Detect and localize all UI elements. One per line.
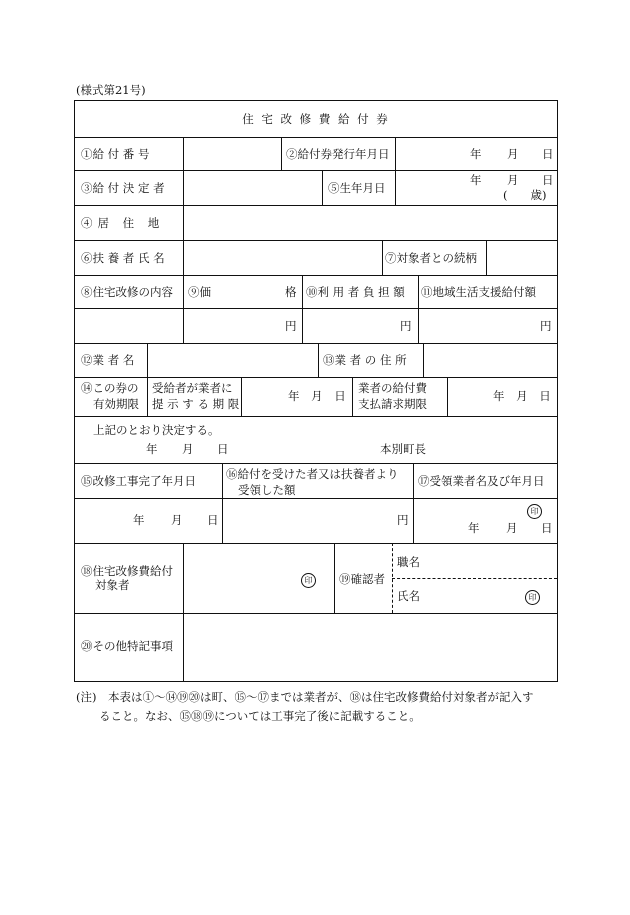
dashed-divider — [392, 578, 557, 579]
cell-divider — [318, 343, 319, 377]
yen-label: 円 — [285, 319, 297, 333]
label-price-start: ⑨価 — [188, 285, 211, 299]
row-divider — [75, 543, 557, 544]
day-label: 日 — [217, 442, 229, 456]
footnote-line: (注) 本表は①〜⑭⑲⑳は町、⑮〜⑰までは業者が、⑱は住宅改修費給付対象者が記入す — [76, 690, 534, 704]
label-residence: ④居 住 地 — [81, 216, 165, 230]
mayor-signature: 本別町長 — [380, 442, 426, 456]
month-label: 月 — [182, 442, 194, 456]
label-expiry: 有効期限 — [93, 397, 139, 411]
row-divider — [75, 308, 557, 309]
label-position: 職名 — [397, 555, 420, 569]
cell-divider — [486, 240, 487, 275]
seal-icon: 印 — [525, 590, 540, 605]
label-decided-person: ③給 付 決 定 者 — [81, 181, 165, 195]
label-issue-date: ②給付券発行年月日 — [286, 147, 390, 161]
label-receipt: ⑰受領業者名及び年月日 — [418, 474, 545, 488]
voucher-form — [74, 100, 558, 682]
row-divider — [75, 170, 557, 171]
seal-stamp — [525, 589, 540, 605]
cell-divider — [183, 137, 184, 170]
footnote-line: ること。なお、⑮⑱⑲については工事完了後に記載すること。 — [99, 709, 421, 723]
label-present-deadline: 提 示 す る 期 限 — [152, 397, 240, 411]
row-divider — [75, 275, 557, 276]
cell-divider — [302, 275, 303, 343]
label-dependent-name: ⑥扶 養 者 氏 名 — [81, 251, 165, 265]
row-divider — [75, 498, 557, 499]
day-label: 日 — [541, 521, 553, 535]
cell-divider — [322, 170, 323, 205]
cell-divider — [352, 377, 353, 416]
month-label: 月 — [507, 147, 519, 161]
yen-label: 円 — [400, 319, 412, 333]
form-number: (様式第21号) — [76, 83, 146, 97]
yen-label: 円 — [540, 319, 552, 333]
day-label: 日 — [207, 513, 219, 527]
seal-icon: 印 — [527, 504, 542, 519]
label-target-person: ⑱住宅改修費給付 — [81, 564, 173, 578]
month-label: 月 — [507, 173, 519, 187]
seal-stamp — [527, 503, 542, 519]
label-contractor-name: ⑫業 者 名 — [81, 353, 135, 367]
cell-divider — [183, 543, 184, 613]
cell-divider — [147, 343, 148, 377]
day-label: 日 — [542, 173, 554, 187]
label-billing-deadline: 業者の給付費 — [358, 381, 427, 395]
label-relationship: ⑦対象者との続柄 — [385, 251, 477, 265]
label-renovation-content: ⑧住宅改修の内容 — [81, 285, 173, 299]
label-other-notes: ⑳その他特記事項 — [81, 639, 173, 653]
row-divider — [75, 463, 557, 464]
cell-divider — [222, 463, 223, 543]
cell-divider — [334, 543, 335, 613]
label-present-deadline: 受給者が業者に — [152, 381, 233, 395]
year-label: 年 — [470, 173, 482, 187]
row-divider — [75, 416, 557, 417]
decision-statement: 上記のとおり決定する。 — [93, 423, 220, 437]
date-field: 年 月 日 — [493, 389, 551, 403]
label-birth-date: ⑤生年月日 — [328, 181, 386, 195]
day-label: 日 — [542, 147, 554, 161]
label-user-cost: ⑩利 用 者 負 担 額 — [306, 285, 405, 299]
cell-divider — [183, 170, 184, 205]
label-name: 氏名 — [397, 589, 420, 603]
row-divider — [75, 137, 557, 138]
date-field: 年 月 日 — [288, 389, 346, 403]
form-title: 住 宅 改 修 費 給 付 券 — [242, 112, 390, 126]
age-field: ( 歳) — [503, 188, 547, 202]
cell-divider — [418, 275, 419, 343]
label-confirmer: ⑲確認者 — [339, 572, 385, 586]
yen-label: 円 — [397, 513, 409, 527]
row-divider — [75, 240, 557, 241]
cell-divider — [183, 613, 184, 681]
label-price-end: 格 — [285, 285, 297, 299]
label-received-amount: ⑯給付を受けた者又は扶養者より — [226, 467, 399, 481]
cell-divider — [395, 170, 396, 205]
row-divider — [75, 613, 557, 614]
cell-divider — [183, 275, 184, 343]
year-label: 年 — [133, 513, 145, 527]
year-label: 年 — [470, 147, 482, 161]
cell-divider — [382, 240, 383, 275]
cell-divider — [423, 343, 424, 377]
label-received-amount: 受領した額 — [238, 483, 296, 497]
cell-divider — [395, 137, 396, 170]
label-target-person: 対象者 — [95, 578, 130, 592]
cell-divider — [447, 377, 448, 416]
footnote — [76, 688, 562, 726]
seal-icon: 印 — [301, 573, 316, 588]
year-label: 年 — [146, 442, 158, 456]
label-contractor-address: ⑬業 者 の 住 所 — [323, 353, 407, 367]
year-label: 年 — [468, 521, 480, 535]
row-divider — [75, 205, 557, 206]
cell-divider — [241, 377, 242, 416]
cell-divider — [183, 205, 184, 240]
label-expiry: ⑭この券の — [81, 381, 139, 395]
cell-divider — [413, 463, 414, 543]
month-label: 月 — [506, 521, 518, 535]
month-label: 月 — [171, 513, 183, 527]
cell-divider — [147, 377, 148, 416]
cell-divider — [183, 240, 184, 275]
label-completion-date: ⑮改修工事完了年月日 — [81, 474, 196, 488]
label-support-amount: ⑪地域生活支援給付額 — [421, 285, 536, 299]
seal-stamp — [301, 572, 316, 588]
cell-divider — [281, 137, 282, 170]
label-billing-deadline: 支払請求期限 — [358, 397, 427, 411]
label-voucher-number: ①給 付 番 号 — [81, 147, 150, 161]
